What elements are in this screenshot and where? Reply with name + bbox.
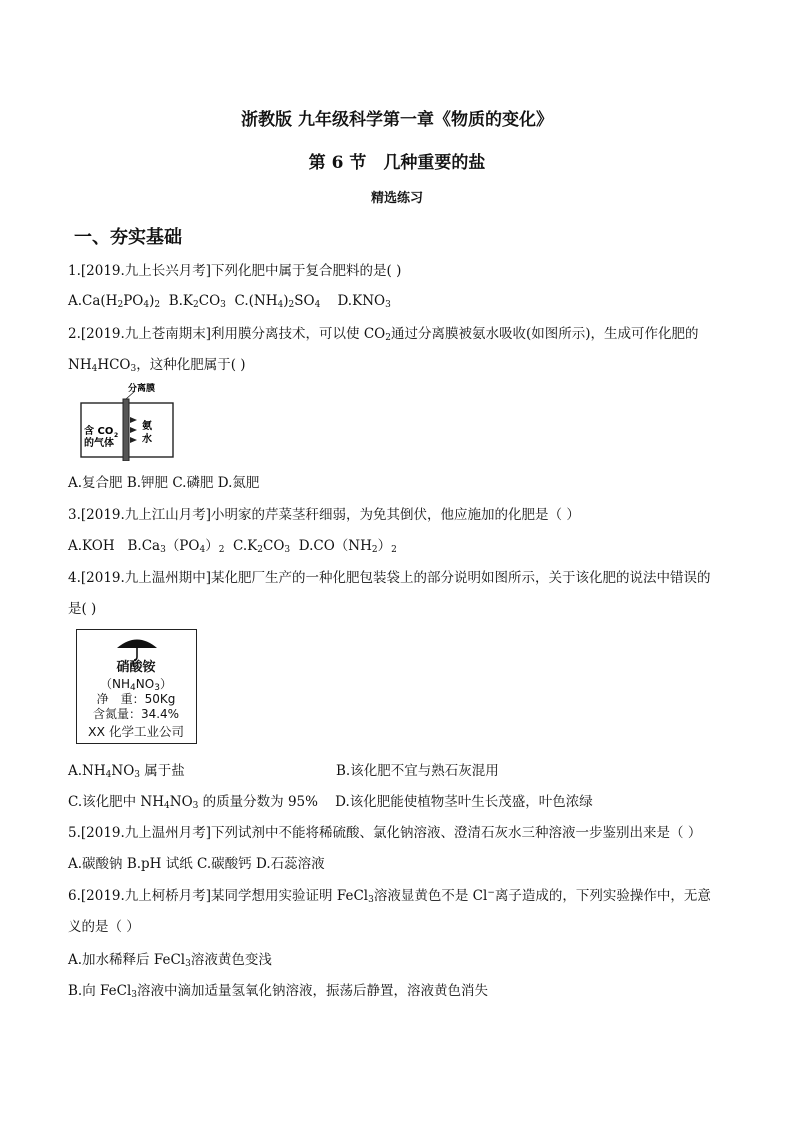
question-6-stem: 6.[2019.九上柯桥月考]某同学想用实验证明 FeCl$_3$溶液显黄色不是 Cl−离子造成的，下列实验操作中，无意 — [68, 888, 711, 905]
question-4-options-cd: C.该化肥中 $NH_4NO_3$ 的质量分数为 95% D.该化肥能使植物茎叶生长茂盛，叶色浓绿 — [68, 794, 593, 811]
question-4-options-ab: $A.NH_4NO_3$ 属于盐 B.该化肥不宜与熟石灰混用 — [68, 763, 499, 780]
question-5-stem: 5.[2019.九上温州月考]下列试剂中不能将稀硫酸、氯化钠溶液、澄清石灰水三种溶液一步鉴别出来是（ ） — [68, 825, 702, 841]
question-4-stem: 4.[2019.九上温州期中]某化肥厂生产的一种化肥包装袋上的部分说明如图所示，关于该化肥的说法中错误的 — [68, 570, 711, 586]
fertilizer-label-figure — [76, 629, 197, 744]
ammonia-label-2: 水 — [142, 434, 152, 445]
ammonia-label-1: 氨 — [142, 421, 152, 432]
question-5-options: A.碳酸钠 B.pH 试纸 C.碳酸钙 D.石蕊溶液 — [68, 856, 325, 872]
membrane-separation-figure — [78, 381, 178, 461]
question-6-stem-cont: 义的是（ ） — [68, 919, 140, 935]
label-net-weight: 净 重：50Kg — [96, 692, 176, 706]
membrane-label: 分离膜 — [128, 384, 156, 394]
question-3-stem: 3.[2019.九上江山月考]小明家的芹菜茎秆细弱，为免其倒伏，他应施加的化肥是（ ） — [68, 507, 580, 523]
question-1-options: $A.Ca(H_2PO_4)_2$ $B.K_2CO_3$ $C.(NH_4)_2SO_4$ $D.KNO_3$ — [68, 293, 391, 310]
label-formula: $(NH_4NO_3)$ — [100, 677, 172, 693]
question-6-option-a: A.加水稀释后 FeCl$_3$溶液黄色变浅 — [68, 952, 272, 969]
question-4-stem-cont: 是( ) — [68, 601, 97, 617]
document-subtitle: 精选练习 — [370, 191, 423, 206]
label-nitrogen-content: 含氮量：34.4% — [92, 707, 180, 721]
gas-label-2: 的气体 — [84, 438, 114, 449]
label-company: XX 化学工业公司 — [87, 724, 185, 739]
question-2-stem: 2.[2019.九上苍南期末]利用膜分离技术，可以使 $CO_2$通过分离膜被氨水吸收(如图所示)，生成可作化肥的 — [68, 326, 699, 343]
umbrella-icon — [115, 635, 159, 661]
label-product-name: 硝酸铵 — [116, 660, 156, 675]
question-6-option-b: B.向 FeCl$_3$溶液中滴加适量氢氧化钠溶液，振荡后静置，溶液黄色消失 — [68, 983, 489, 1000]
question-1-stem: 1.[2019.九上长兴月考]下列化肥中属于复合肥料的是( ) — [68, 263, 402, 279]
document-title: 浙教版 九年级科学第一章《物质的变化》 — [241, 110, 553, 130]
svg-text:2: 2 — [114, 432, 119, 439]
section-title: 第 6 节 几种重要的盐 — [308, 153, 486, 173]
part-heading: 一、夯实基础 — [74, 227, 182, 248]
question-3-options: A.KOH $B.Ca_3(PO_4)_2$ $C.K_2CO_3$ $D.CO(NH_2)_2$ — [68, 538, 397, 555]
question-2-stem-cont: $NH_4HCO_3$，这种化肥属于( ) — [68, 357, 246, 374]
question-2-options: A.复合肥 B.钾肥 C.磷肥 D.氮肥 — [68, 475, 260, 491]
gas-label-1: 含 CO — [84, 426, 114, 437]
